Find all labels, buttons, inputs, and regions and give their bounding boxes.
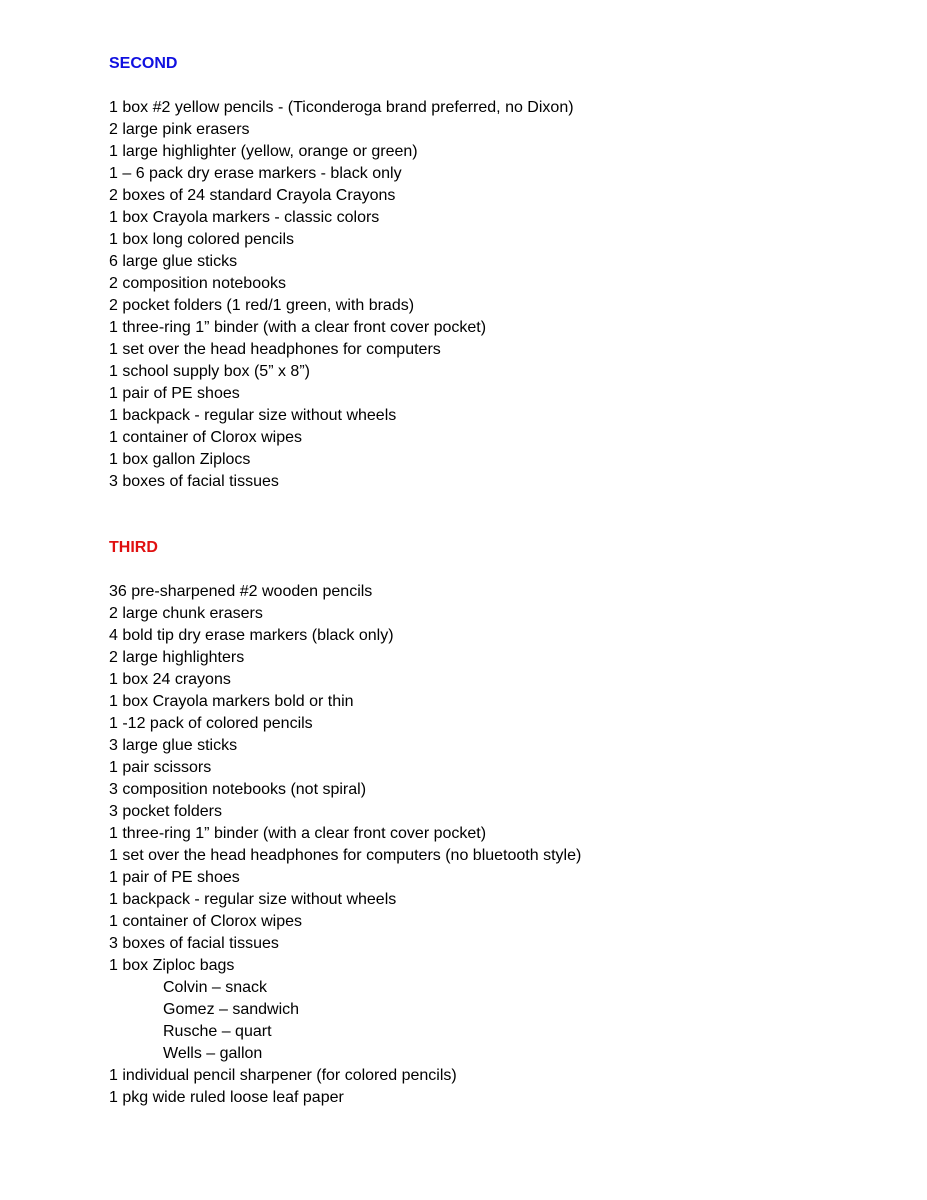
list-item: 1 set over the head headphones for computers [109,341,441,358]
list-item: 1 box Crayola markers - classic colors [109,209,380,226]
list-item: 6 large glue sticks [109,253,238,270]
list-item: 3 composition notebooks (not spiral) [109,781,367,798]
list-item: 1 backpack - regular size without wheels [109,891,397,908]
list-item: 1 box long colored pencils [109,231,295,248]
list-item: 2 composition notebooks [109,275,286,292]
list-item: 1 box Ziploc bags [109,957,235,974]
list-item: 3 pocket folders [109,803,222,820]
list-item: 36 pre-sharpened #2 wooden pencils [109,583,373,600]
list-item: 2 boxes of 24 standard Crayola Crayons [109,187,396,204]
list-item: 1 individual pencil sharpener (for colored pencils) [109,1067,457,1084]
list-item: 1 box 24 crayons [109,671,231,688]
supply-list-page [109,53,889,1109]
sub-list-item: Colvin – snack [163,979,268,996]
list-item: 1 box Crayola markers bold or thin [109,693,354,710]
list-item: 1 three-ring 1” binder (with a clear front cover pocket) [109,825,487,842]
section-title-third: THIRD [109,539,158,556]
section-third [109,537,889,1109]
list-item: 1 – 6 pack dry erase markers - black only [109,165,402,182]
list-item: 1 school supply box (5” x 8”) [109,363,310,380]
list-item: 1 box #2 yellow pencils - (Ticonderoga brand preferred, no Dixon) [109,99,574,116]
section-title-second: SECOND [109,55,178,72]
list-item: 1 container of Clorox wipes [109,913,302,930]
sub-list-item: Rusche – quart [163,1023,272,1040]
list-item: 1 pkg wide ruled loose leaf paper [109,1089,344,1106]
section-second [109,53,889,493]
list-item: 1 box gallon Ziplocs [109,451,251,468]
third-supply-list [109,581,889,977]
list-item: 3 large glue sticks [109,737,238,754]
list-item: 1 backpack - regular size without wheels [109,407,397,424]
list-item: 2 large highlighters [109,649,245,666]
list-item: 1 -12 pack of colored pencils [109,715,313,732]
sub-list-item: Wells – gallon [163,1045,263,1062]
sub-list-item: Gomez – sandwich [163,1001,300,1018]
ziploc-assignment-list [109,977,889,1065]
list-item: 1 container of Clorox wipes [109,429,302,446]
list-item: 2 pocket folders (1 red/1 green, with brads) [109,297,415,314]
list-item: 1 pair of PE shoes [109,869,240,886]
list-item: 2 large chunk erasers [109,605,263,622]
list-item: 1 pair scissors [109,759,212,776]
list-item: 1 large highlighter (yellow, orange or green) [109,143,418,160]
third-supply-list-continued [109,1065,889,1109]
list-item: 2 large pink erasers [109,121,250,138]
second-supply-list [109,97,889,493]
list-item: 1 pair of PE shoes [109,385,240,402]
list-item: 3 boxes of facial tissues [109,473,279,490]
list-item: 3 boxes of facial tissues [109,935,279,952]
list-item: 1 set over the head headphones for computers (no bluetooth style) [109,847,582,864]
list-item: 1 three-ring 1” binder (with a clear front cover pocket) [109,319,487,336]
list-item: 4 bold tip dry erase markers (black only) [109,627,394,644]
